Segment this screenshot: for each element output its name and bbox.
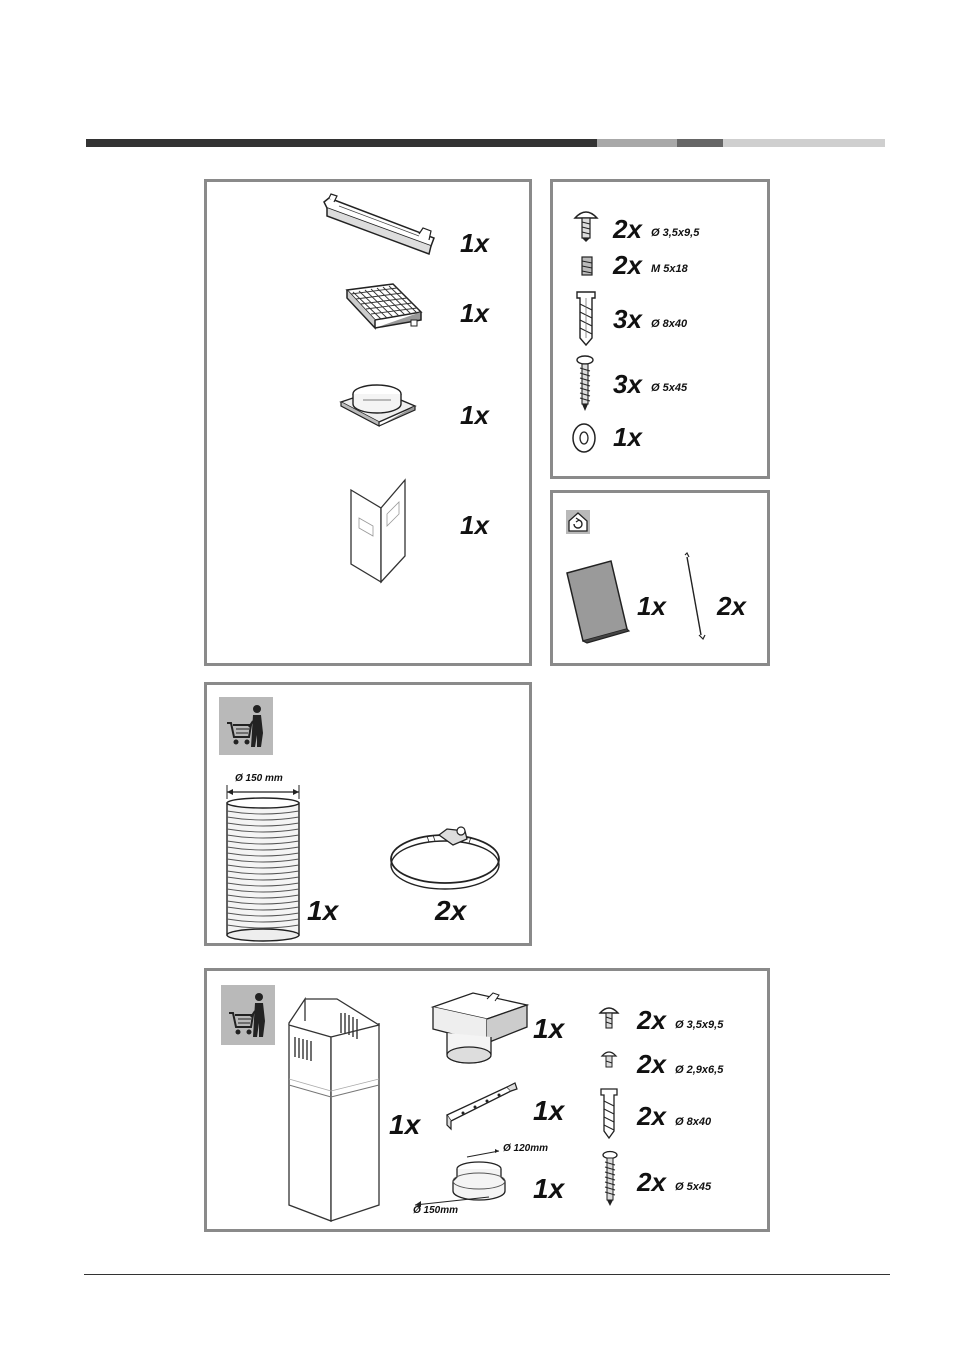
- qty-label: 2x: [613, 250, 642, 280]
- spec-label: Ø 5x45: [675, 1181, 712, 1193]
- qty-label: 1x: [613, 422, 642, 452]
- spec-label: Ø 8x40: [675, 1116, 712, 1128]
- screw-flat-head-icon: [599, 1005, 619, 1031]
- header-bar: [86, 139, 885, 147]
- spec-label: Ø 3,5x9,5: [675, 1019, 724, 1031]
- panel-optional-ducting: [204, 682, 532, 946]
- wood-screw-icon: [575, 356, 595, 412]
- deflector-box-icon: [427, 985, 531, 1065]
- shopping-cart-person-icon: [219, 697, 273, 755]
- qty-label: 1x: [307, 895, 339, 926]
- qty-label: 2x: [637, 1101, 666, 1131]
- reducer-icon: [407, 1147, 537, 1213]
- qty-label: 2x: [637, 1049, 666, 1079]
- flexible-duct-icon: [225, 797, 301, 943]
- reducer-dim-bottom: Ø 150mm: [413, 1205, 459, 1216]
- panel-recirculation-kit: [550, 490, 770, 666]
- shopping-cart-person-icon: [221, 985, 275, 1045]
- carbon-filter-icon: [563, 559, 631, 645]
- qty-label: 3x: [613, 304, 642, 334]
- panel-hood-accessories: [204, 179, 532, 666]
- qty-label: 1x: [460, 400, 489, 430]
- qty-label: 1x: [389, 1109, 421, 1140]
- qty-label: 1x: [460, 228, 489, 258]
- wall-plug-icon: [599, 1087, 619, 1139]
- qty-label: 3x: [613, 369, 642, 399]
- header-bar-segment-light: [597, 139, 677, 147]
- panel-fixing-hardware: [550, 179, 770, 479]
- instruction-booklet-icon: [347, 478, 409, 586]
- qty-label: 1x: [460, 510, 489, 540]
- bracket-icon: [441, 1081, 521, 1131]
- air-outlet-flange-icon: [337, 378, 419, 434]
- qty-label: 2x: [435, 895, 467, 926]
- wood-screw-icon: [601, 1151, 619, 1207]
- qty-label: 1x: [533, 1173, 565, 1204]
- spec-label: Ø 5x45: [651, 382, 688, 394]
- qty-label: 1x: [460, 298, 489, 328]
- qty-label: 1x: [533, 1013, 565, 1044]
- spec-label: M 5x18: [651, 263, 688, 275]
- header-bar-segment-dark: [86, 139, 597, 147]
- mounting-bracket-icon: [319, 194, 445, 260]
- qty-label: 2x: [637, 1167, 666, 1197]
- washer-icon: [571, 422, 597, 454]
- footer-rule: [84, 1274, 890, 1275]
- hose-clamp-icon: [387, 819, 505, 893]
- header-bar-segment-mid: [677, 139, 723, 147]
- panel-chimney-kit: [204, 968, 770, 1232]
- recirculation-icon: [566, 510, 590, 534]
- qty-label: 1x: [637, 591, 666, 621]
- duct-diameter-label: Ø 150 mm: [235, 773, 283, 784]
- screw-small-icon: [601, 1049, 617, 1069]
- threaded-nut-icon: [581, 256, 593, 276]
- spec-label: Ø 8x40: [651, 318, 688, 330]
- qty-label: 2x: [717, 591, 746, 621]
- qty-label: 2x: [637, 1005, 666, 1035]
- spec-label: Ø 2,9x6,5: [675, 1064, 724, 1076]
- screw-flat-head-icon: [573, 208, 599, 242]
- spec-label: Ø 3,5x9,5: [651, 227, 700, 239]
- qty-label: 1x: [533, 1095, 565, 1126]
- reducer-dim-top: Ø 120mm: [503, 1143, 549, 1154]
- chimney-cover-icon: [283, 993, 383, 1223]
- grease-filter-icon: [335, 282, 425, 342]
- header-bar-segment-pale: [723, 139, 885, 147]
- filter-rod-icon: [677, 551, 707, 643]
- qty-label: 2x: [613, 214, 642, 244]
- wall-plug-icon: [575, 288, 597, 346]
